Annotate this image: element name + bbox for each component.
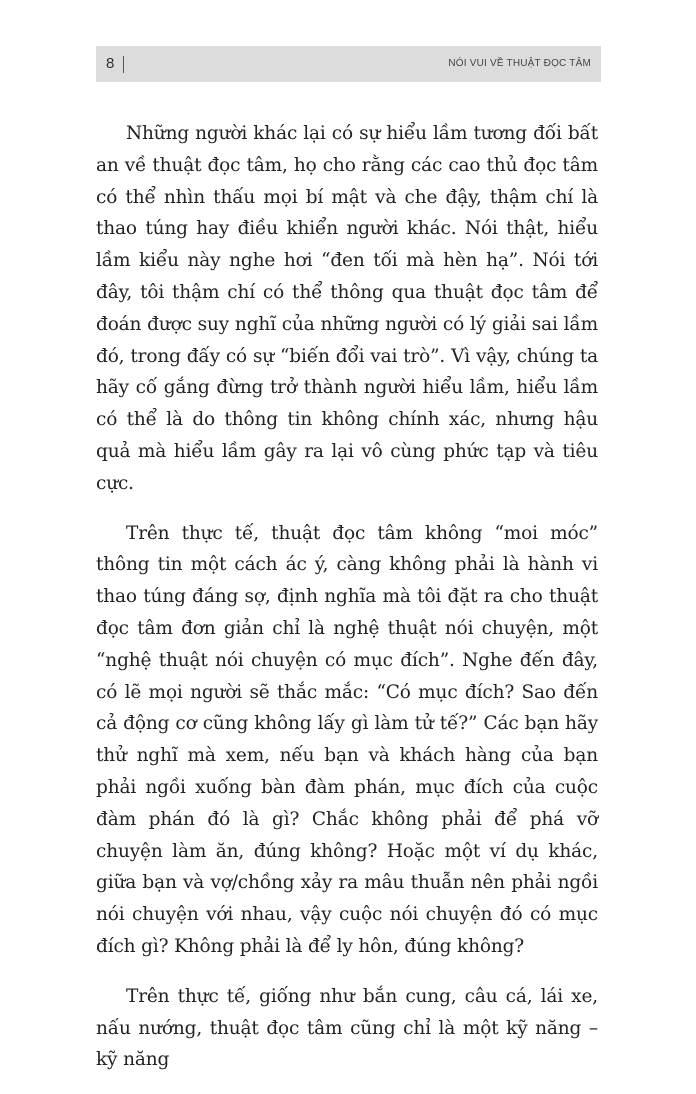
paragraph-1: Những người khác lại có sự hiểu lầm tương đối bất an về thuật đọc tâm, họ cho rằng các cao thủ đọc tâm có thể nhìn thấu mọi bí mật và che đậy, thậm chí là thao túng hay điều khiển người khác. Nói thật, hiểu lầm kiểu này nghe hơi “đen tối mà hèn hạ”. Nói tới đây, tôi thậm chí có thể thông qua thuật đọc tâm để đoán được suy nghĩ của những người có lý giải sai lầm đó, trong đấy có sự “biến đổi vai trò”. Vì vậy, chúng ta hãy cố gắng đừng trở thành người hiểu lầm, hiểu lầm có thể là do thông tin không chính xác, nhưng hậu quả mà hiểu lầm gây ra lại vô cùng phức tạp và tiêu cực. <box>96 123 598 494</box>
paragraph-3: Trên thực tế, giống như bắn cung, câu cá, lái xe, nấu nướng, thuật đọc tâm cũng chỉ là một kỹ năng – kỹ năng <box>96 985 598 1071</box>
page-header <box>96 46 601 82</box>
page-number: 8 <box>106 55 115 72</box>
running-title: NÓI VUI VỀ THUẬT ĐỌC TÂM <box>448 58 591 69</box>
paragraph-2: Trên thực tế, thuật đọc tâm không “moi móc” thông tin một cách ác ý, càng không phải là hành vi thao túng đáng sợ, định nghĩa mà tôi đặt ra cho thuật đọc tâm đơn giản chỉ là nghệ thuật nói chuyện, một “nghệ thuật nói chuyện có mục đích”. Nghe đến đây, có lẽ mọi người sẽ thắc mắc: “Có mục đích? Sao đến cả động cơ cũng không lấy gì làm tử tế?” Các bạn hãy thử nghĩ mà xem, nếu bạn và khách hàng của bạn phải ngồi xuống bàn đàm phán, mục đích của cuộc đàm phán đó là gì? Chắc không phải để phá vỡ chuyện làm ăn, đúng không? Hoặc một ví dụ khác, giữa bạn và vợ/chồng xảy ra mâu thuẫn nên phải ngồi nói chuyện với nhau, vậy cuộc nói chuyện đó có mục đích gì? Không phải là để ly hôn, đúng không? <box>96 522 598 957</box>
header-divider <box>123 56 124 73</box>
body-text <box>96 118 598 1094</box>
